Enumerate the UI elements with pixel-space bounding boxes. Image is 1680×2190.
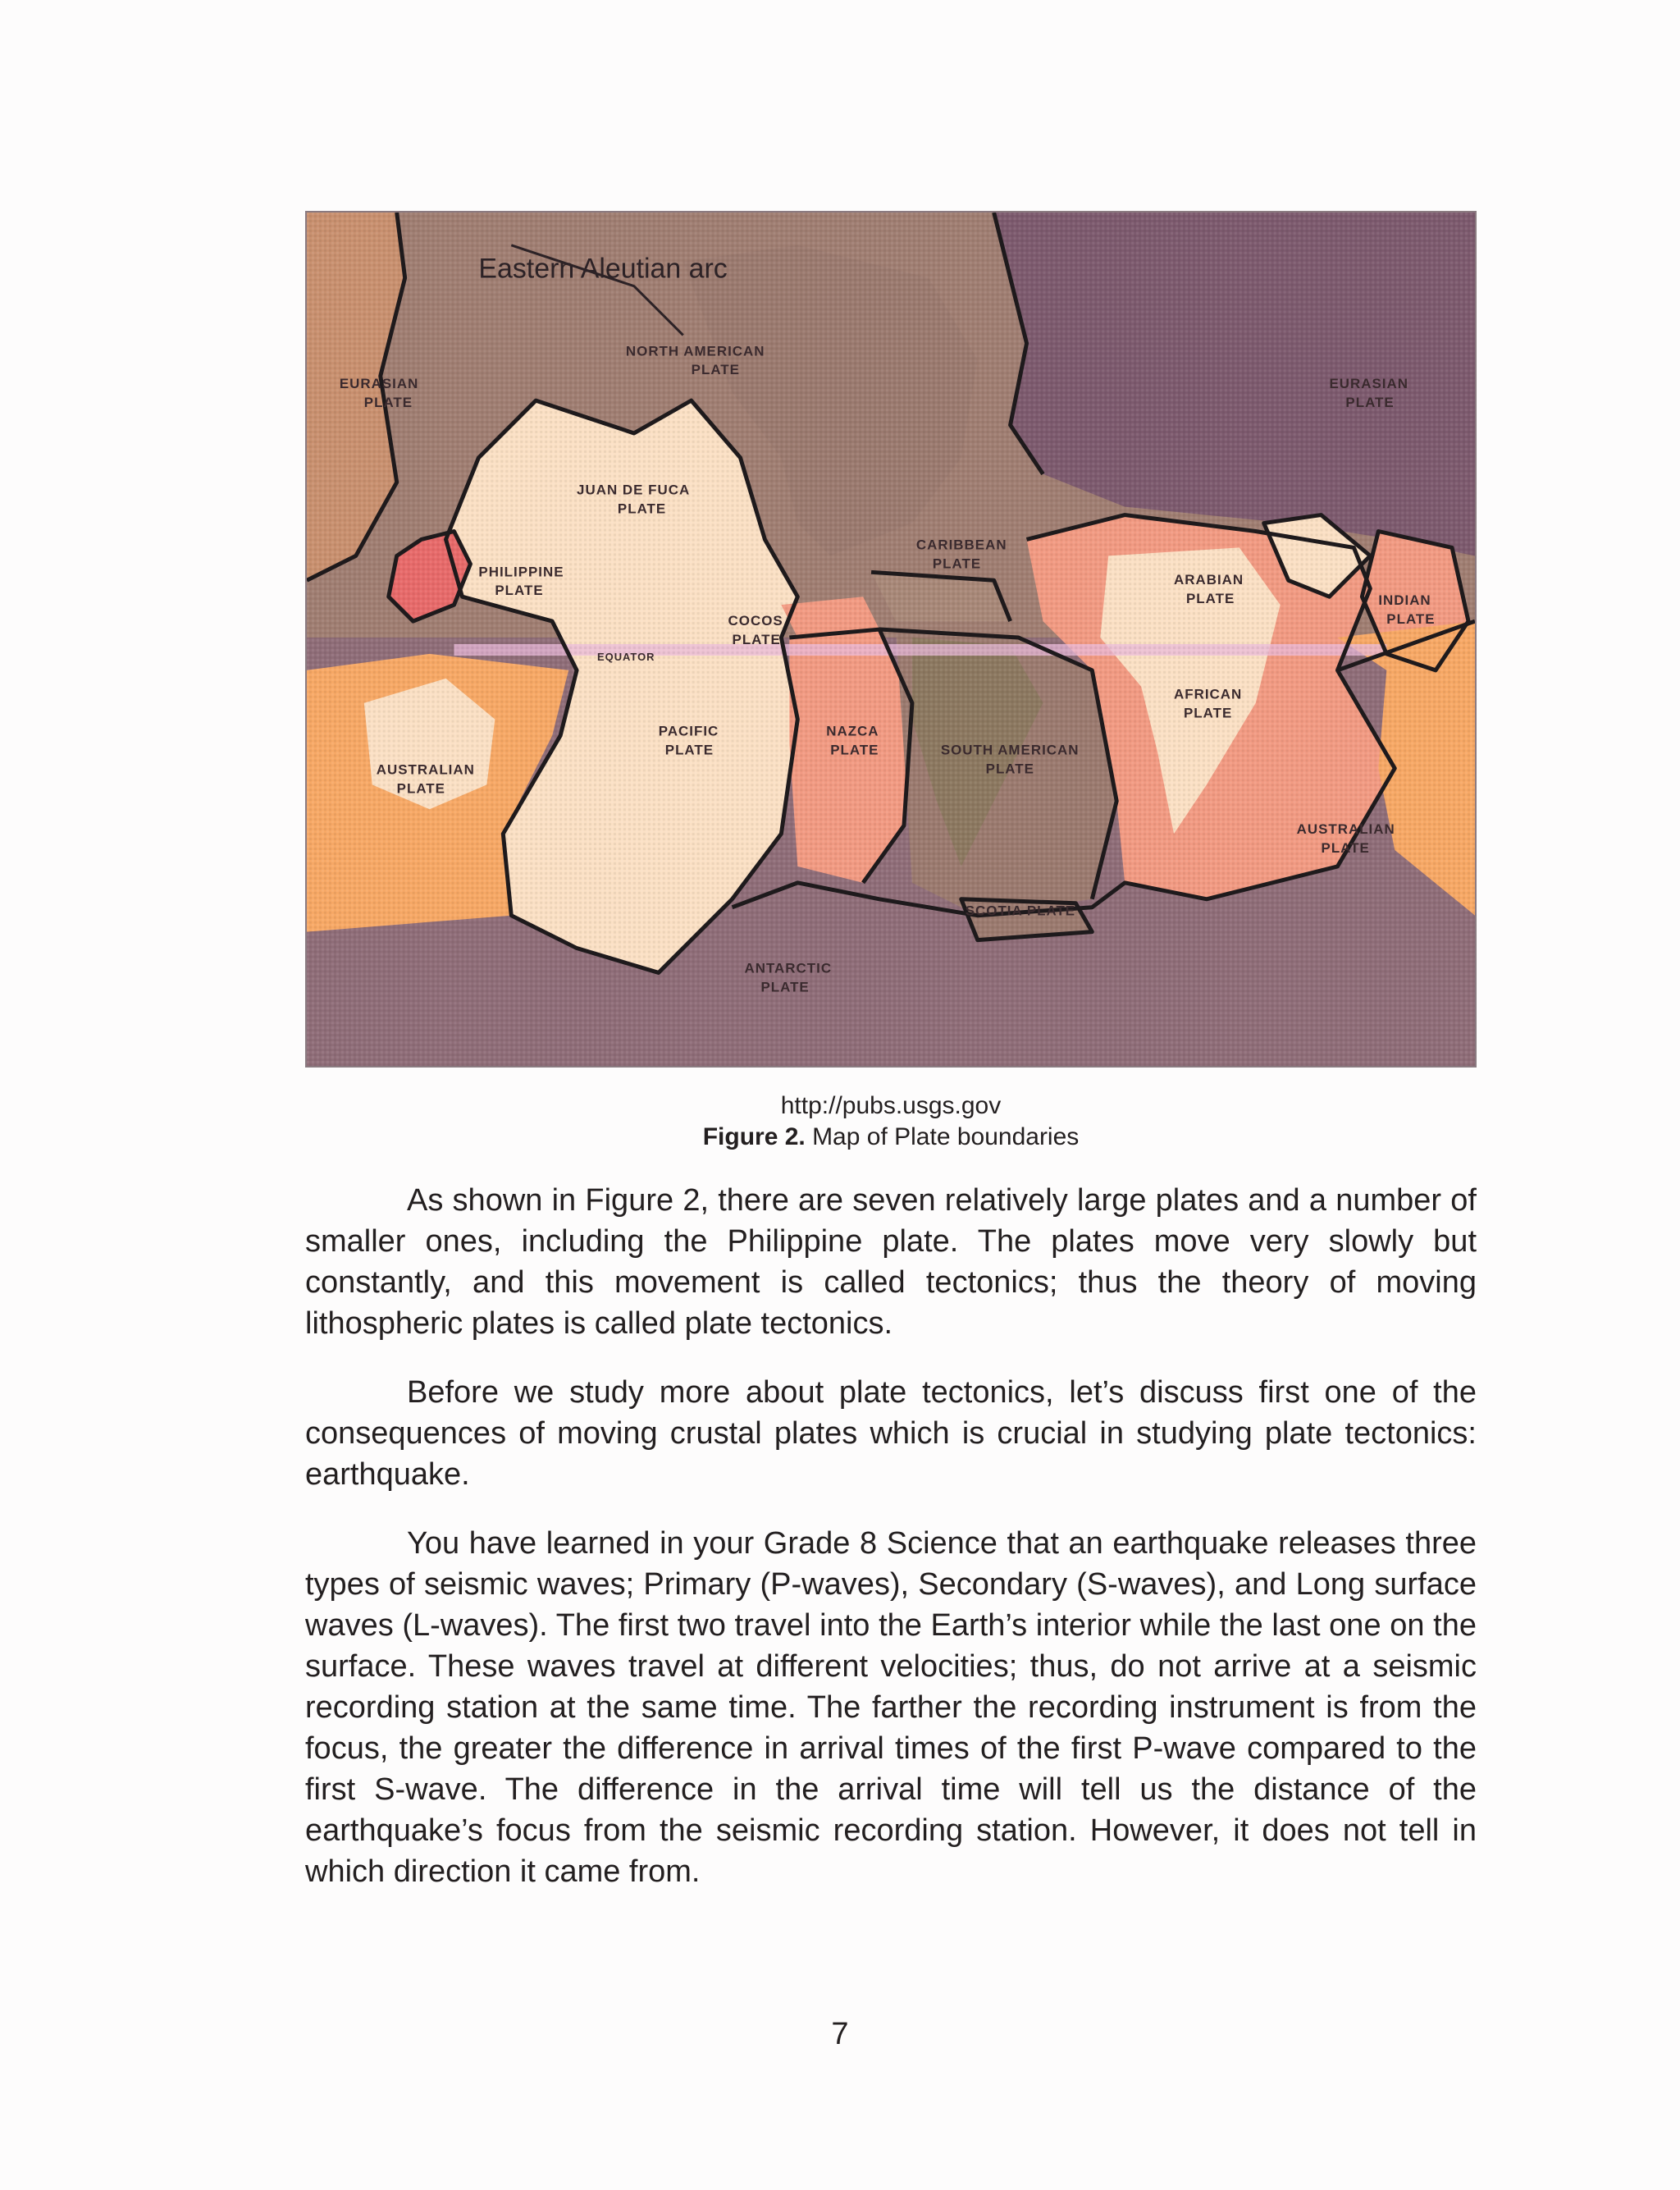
page-number: 7 [831, 2017, 849, 2051]
label-juan-de-fuca-2: PLATE [617, 501, 667, 517]
figure-caption-number: Figure 2. [702, 1123, 806, 1150]
paragraph-seismic-waves: You have learned in your Grade 8 Science that an earthquake releases three types of seismic waves; Primary (P-waves), Secondary (S-waves), and Long surface waves (L-waves). The first two travel into the Earth’s interior while the last one on the surface. These waves travel at different velocities; thus, do not arrive at a seismic recording station at the same time. The farther the recording instrument is from the focus, the greater the difference in arrival times of the first P-wave compared to the first S-wave. The difference in the arrival time will tell us the distance of the earthquake’s focus from the seismic recording station. However, it does not tell in which direction it came from. [305, 1526, 1477, 1889]
label-south-american-1: SOUTH AMERICAN [940, 742, 1080, 758]
label-antarctic-1: ANTARCTIC [744, 960, 833, 976]
label-equator: EQUATOR [597, 650, 655, 663]
figure-caption [305, 1122, 1477, 1152]
figure-caption-text: Map of Plate boundaries [805, 1123, 1080, 1150]
label-indian-2: PLATE [1386, 611, 1436, 628]
label-pacific-1: PACIFIC [658, 723, 719, 739]
label-juan-de-fuca-1: JUAN DE FUCA [577, 482, 691, 498]
paragraph-plates: As shown in Figure 2, there are seven relatively large plates and a number of smaller ones, including the Philippine plate. The plates move very slowly but constantly, and this movement is called tectonics; thus the theory of moving lithospheric plates is called plate tectonics. [305, 1183, 1477, 1341]
label-cocos-1: COCOS [728, 613, 783, 629]
label-eurasian-east-1: EURASIAN [1329, 376, 1408, 392]
label-nazca-1: NAZCA [826, 723, 879, 739]
label-arabian-1: ARABIAN [1174, 572, 1244, 588]
label-australian-east-1: AUSTRALIAN [1296, 821, 1395, 838]
label-north-american-2: PLATE [691, 362, 740, 378]
label-eurasian-east-2: PLATE [1345, 395, 1395, 411]
plate-boundaries-map [305, 211, 1477, 1068]
label-antarctic-2: PLATE [760, 979, 810, 995]
label-australian-east-2: PLATE [1321, 840, 1370, 856]
label-caribbean-1: CARIBBEAN [915, 537, 1007, 553]
label-cocos-2: PLATE [732, 631, 781, 647]
body-text [305, 1180, 1477, 1920]
label-african-1: AFRICAN [1174, 686, 1243, 702]
label-philippine-2: PLATE [495, 583, 544, 599]
label-eurasian-west-2: PLATE [363, 395, 413, 411]
figure-source-url: http://pubs.usgs.gov [780, 1092, 1002, 1119]
label-australian-west-1: AUSTRALIAN [376, 761, 475, 778]
label-indian-1: INDIAN [1378, 592, 1431, 609]
label-pacific-2: PLATE [664, 742, 714, 758]
label-north-american-1: NORTH AMERICAN [625, 343, 765, 359]
label-caribbean-2: PLATE [932, 556, 982, 572]
label-philippine-1: PHILIPPINE [478, 564, 564, 580]
label-nazca-2: PLATE [830, 742, 879, 758]
dither-texture [307, 213, 1475, 1066]
label-african-2: PLATE [1183, 705, 1233, 721]
label-australian-west-2: PLATE [396, 780, 445, 797]
map-graphic [307, 213, 1475, 1066]
label-eastern-aleutian-arc: Eastern Aleutian arc [478, 253, 728, 285]
label-eurasian-west-1: EURASIAN [339, 376, 419, 392]
paragraph-earthquake-intro: Before we study more about plate tectonics, let’s discuss first one of the consequences of moving crustal plates which is crucial in studying plate tectonics: earthquake. [305, 1375, 1477, 1492]
label-scotia: SCOTIA PLATE [965, 903, 1076, 919]
label-arabian-2: PLATE [1185, 591, 1235, 607]
label-south-american-2: PLATE [985, 761, 1034, 777]
